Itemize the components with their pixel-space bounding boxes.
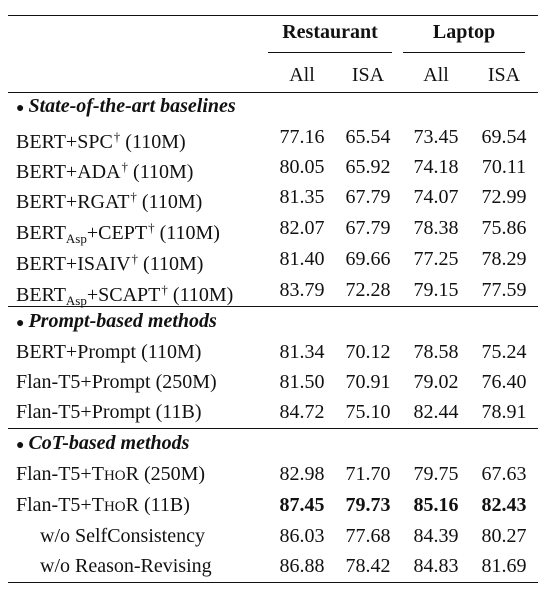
table-cell-best: 85.16 — [413, 494, 459, 516]
table-cell: 77.68 — [345, 525, 391, 547]
table-cell: 75.86 — [481, 217, 527, 239]
table-cell: 79.15 — [413, 279, 459, 301]
table-cell-best: 82.43 — [481, 494, 527, 516]
table-cell: 74.18 — [413, 156, 459, 178]
table-cell: 69.54 — [481, 126, 527, 148]
table-cell: 78.58 — [413, 341, 459, 363]
bullet: ● — [16, 316, 25, 331]
laptop-underline — [403, 52, 525, 53]
table-cell: 70.11 — [481, 156, 527, 178]
table-cell: 65.92 — [345, 156, 391, 178]
row-label-flan-thor-250m: Flan-T5+THOR (250M) — [16, 463, 206, 485]
row-label-bert-spc: BERT+SPC† (110M) — [16, 129, 186, 153]
table-cell: 81.40 — [279, 248, 325, 270]
table-cell: 67.63 — [481, 463, 527, 485]
row-label-bert-prompt: BERT+Prompt (110M) — [16, 341, 202, 363]
table-cell: 80.27 — [481, 525, 527, 547]
group-header-laptop: Laptop — [432, 21, 496, 43]
col-header-laptop-all: All — [423, 64, 449, 86]
section-title-prompt: ● Prompt-based methods — [16, 310, 217, 332]
table-cell: 80.05 — [279, 156, 325, 178]
table-cell: 86.88 — [279, 555, 325, 577]
table-cell: 77.25 — [413, 248, 459, 270]
row-label-bert-rgat: BERT+RGAT† (110M) — [16, 189, 203, 213]
bullet: ● — [16, 438, 25, 453]
section-rule-cot — [8, 428, 538, 429]
row-label-flan-prompt-11b: Flan-T5+Prompt (11B) — [16, 401, 202, 423]
table-cell: 65.54 — [345, 126, 391, 148]
table-cell: 84.39 — [413, 525, 459, 547]
table-cell: 78.29 — [481, 248, 527, 270]
table-cell: 81.50 — [279, 371, 325, 393]
table-cell: 86.03 — [279, 525, 325, 547]
section-title-cot: ● CoT-based methods — [16, 432, 190, 454]
group-header-restaurant: Restaurant — [282, 21, 378, 43]
row-label-wo-selfconsistency: w/o SelfConsistency — [40, 525, 205, 547]
table-cell: 75.24 — [481, 341, 527, 363]
row-label-bert-asp-scapt: $BERT_{Asp}+SCAPT^\dagger$ (110M) — [16, 282, 234, 308]
table-cell: 72.28 — [345, 279, 391, 301]
row-label-bert-ada: BERT+ADA† (110M) — [16, 159, 194, 183]
table-cell: 75.10 — [345, 401, 391, 423]
table-cell: 77.59 — [481, 279, 527, 301]
top-rule — [8, 15, 538, 16]
table-cell: 69.66 — [345, 248, 391, 270]
bullet: ● — [16, 101, 25, 116]
table-cell: 82.07 — [279, 217, 325, 239]
col-header-laptop-isa: ISA — [487, 64, 521, 86]
table-cell: 71.70 — [345, 463, 391, 485]
table-cell: 79.02 — [413, 371, 459, 393]
row-label-bert-isaiv: BERT+ISAIV† (110M) — [16, 251, 204, 275]
table-cell-best: 87.45 — [279, 494, 325, 516]
table-cell: 82.44 — [413, 401, 459, 423]
table-cell: 82.98 — [279, 463, 325, 485]
header-rule — [8, 92, 538, 93]
col-header-restaurant-all: All — [289, 64, 315, 86]
table-cell: 78.38 — [413, 217, 459, 239]
table-cell: 70.12 — [345, 341, 391, 363]
table-cell: 84.72 — [279, 401, 325, 423]
table-cell: 84.83 — [413, 555, 459, 577]
bottom-rule — [8, 582, 538, 583]
table-cell: 72.99 — [481, 186, 527, 208]
restaurant-underline — [268, 52, 392, 53]
section-title-baselines: ● State-of-the-art baselines — [16, 95, 236, 117]
table-cell: 78.42 — [345, 555, 391, 577]
table-cell: 83.79 — [279, 279, 325, 301]
table-cell-best: 79.73 — [345, 494, 391, 516]
row-label-flan-prompt-250m: Flan-T5+Prompt (250M) — [16, 371, 217, 393]
row-label-bert-asp-cept: $BERT_{Asp}+CEPT^\dagger$ (110M) — [16, 220, 220, 246]
table-cell: 67.79 — [345, 217, 391, 239]
col-header-restaurant-isa: ISA — [351, 64, 385, 86]
table-cell: 73.45 — [413, 126, 459, 148]
table-cell: 76.40 — [481, 371, 527, 393]
table-cell: 70.91 — [345, 371, 391, 393]
table-cell: 79.75 — [413, 463, 459, 485]
table-cell: 77.16 — [279, 126, 325, 148]
table-cell: 67.79 — [345, 186, 391, 208]
table-cell: 81.69 — [481, 555, 527, 577]
table-cell: 81.34 — [279, 341, 325, 363]
row-label-flan-thor-11b: Flan-T5+THOR (11B) — [16, 494, 190, 516]
table-cell: 78.91 — [481, 401, 527, 423]
table-cell: 81.35 — [279, 186, 325, 208]
table-cell: 74.07 — [413, 186, 459, 208]
row-label-wo-reason-revising: w/o Reason-Revising — [40, 555, 212, 577]
